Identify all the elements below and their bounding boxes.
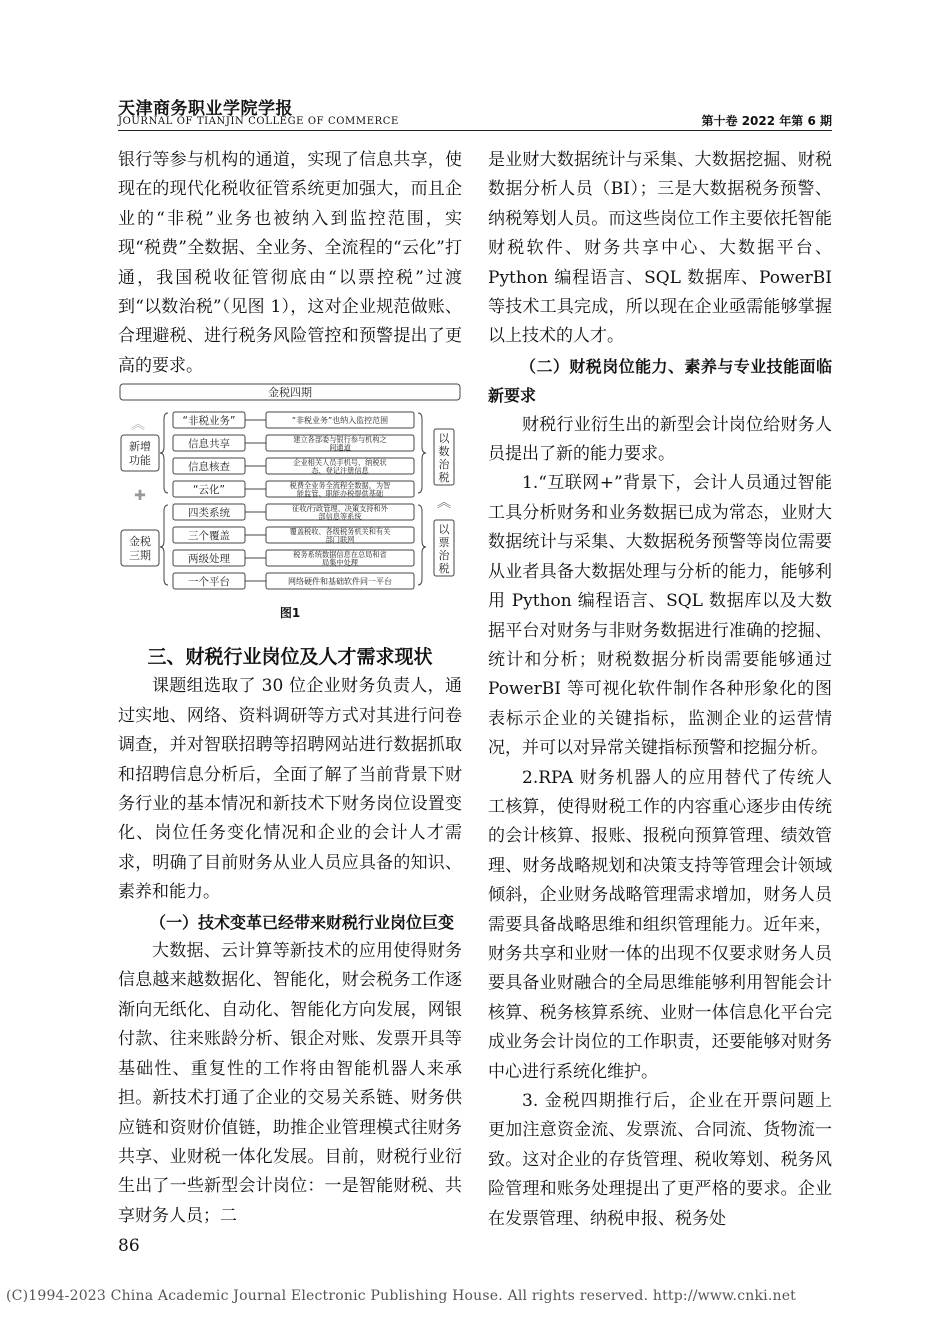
sub1-paragraph: 大数据、云计算等新技术的应用使得财务信息越来越数据化、智能化，财会税务工作逐渐向无纸化、自动化、智能化方向发展，网银付款、往来账龄分析、银企对账、发票开具等基础性、重复性的工作将由智能机器人来承担。新技术打通了企业的交易关系链、财务供应链和资财价值链，助推企业管理模式往财务共享、业财税一体化发展。目前，财税行业衍生出了一些新型会计岗位：一是智能财税、共享财务人员；二 [118, 941, 462, 1226]
fig-left-group-1-line1: 新增 [129, 440, 151, 453]
fig-left-brace-2 [160, 505, 168, 585]
svg-text:税: 税 [438, 471, 450, 484]
svg-text:治: 治 [438, 549, 450, 562]
fig-row-6 [173, 527, 414, 544]
subheading-1: （一）技术变革已经带来财税行业岗位巨变 [150, 912, 455, 932]
section-heading: 三、财税行业岗位及人才需求现状 [147, 646, 433, 668]
fig-top-label: 金税四期 [268, 386, 312, 399]
journal-title-en: JOURNAL OF TIANJIN COLLEGE OF COMMERCE [118, 116, 399, 127]
fig-left-group-2-line2: 三期 [129, 549, 151, 562]
svg-text:一个平台: 一个平台 [188, 576, 230, 588]
svg-text:以: 以 [438, 523, 450, 536]
section-paragraph: 课题组选取了 30 位企业财务负责人，通过实地、网络、资料调研等方式对其进行问卷调查，并对智联招聘等招聘网站进行数据抓取和招聘信息分析后，全面了解了当前背景下财务行业的基本情况和新技术下财务岗位设置变化、岗位任务变化情况和企业的会计人才需求，明确了目前财务从业人员应具备的知识、素养和能力。 [118, 676, 462, 903]
fig-rows [173, 412, 414, 589]
figure-caption: 图1 [279, 606, 301, 620]
svg-text:数: 数 [438, 445, 450, 458]
svg-text:治: 治 [438, 458, 450, 471]
figure-1-diagram [118, 383, 462, 593]
svg-text:票: 票 [438, 536, 450, 549]
header-rule [118, 130, 832, 131]
right-column [488, 146, 832, 1234]
svg-text:企业相关人员手机号、纳税状: 企业相关人员手机号、纳税状 [293, 458, 387, 467]
svg-text:网络硬件和基础软件同一平台: 网络硬件和基础软件同一平台 [288, 577, 392, 586]
svg-text:以: 以 [438, 432, 450, 445]
fig-right-brace-1 [418, 413, 426, 493]
svg-text:局集中处理: 局集中处理 [322, 558, 358, 567]
svg-text:信息核查: 信息核查 [188, 461, 230, 473]
svg-text:态、登记注册信息: 态、登记注册信息 [311, 466, 369, 475]
svg-text:能监管、职能办税提供基础: 能监管、职能办税提供基础 [296, 489, 384, 498]
chevron-up-icon: ︽ [131, 417, 145, 433]
journal-title-cn: 天津商务职业学院学报 [118, 99, 293, 119]
left-column-bottom [118, 643, 462, 1231]
svg-text:覆盖税收、各级税务机关和有关: 覆盖税收、各级税务机关和有关 [289, 527, 391, 536]
fig-row-7 [173, 550, 414, 567]
svg-text:建立各部委与银行参与机构之: 建立各部委与银行参与机构之 [293, 435, 387, 444]
double-chevron-up-icon: ︽ [437, 495, 451, 511]
fig-row-2 [173, 435, 414, 452]
fig-left-group-1-line2: 功能 [129, 454, 151, 467]
fig-left-brace-1 [160, 413, 168, 493]
fig-row-4 [173, 481, 414, 498]
svg-text:“云化”: “云化” [193, 484, 225, 496]
svg-text:部门联网: 部门联网 [325, 535, 355, 544]
svg-text:税: 税 [438, 562, 450, 575]
copyright-footer: (C)1994-2023 China Academic Journal Electronic Publishing House. All rights reserved. http://www.cnki.net [6, 1288, 797, 1304]
left-column-top [118, 146, 462, 381]
page-number: 86 [118, 1236, 140, 1256]
plus-icon: ✚ [134, 488, 146, 504]
fig-row-3 [173, 458, 414, 475]
fig-row-5 [173, 504, 414, 521]
intro-paragraph: 银行等参与机构的通道，实现了信息共享，使现在的现代化税收征管系统更加强大，而且企业的“非税”业务也被纳入到监控范围，实现“税费”全数据、全业务、全流程的“云化”打通，我国税收征管彻底由“以票控税”过渡到“以数治税”（见图 1），这对企业规范做账、合理避税、进行税务风险管控和预警提出了更高的要求。 [118, 150, 462, 376]
subheading-2: （二）财税岗位能力、素养与专业技能面临新要求 [488, 356, 832, 406]
fig-row-8 [173, 573, 414, 589]
svg-text:信息共享: 信息共享 [188, 438, 230, 450]
svg-text:间通道: 间通道 [329, 443, 351, 452]
point-1: 1.“互联网+”背景下，会计人员通过智能工具分析财务和业务数据已成为常态，业财大数据统计与采集、大数据税务预警等岗位需要从业者具备大数据处理与分析的能力，能够利用 Python 编程语言、SQL 数据库以及大数据平台对财务与非财务数据进行准确的挖掘、统计和分析；财税数据分析岗需要能够通过 PowerBI 等可视化软件制作各种形象化的图表标示企业的关键指标，监测企业的运营情况，并可以对异常关键指标预警和挖掘分析。 [488, 473, 832, 759]
svg-text:“非税业务”: “非税业务” [182, 415, 236, 427]
svg-text:部信息等系统: 部信息等系统 [318, 512, 362, 521]
issue-info: 第十卷 2022 年第 6 期 [701, 114, 832, 128]
fig-right-brace-2 [418, 505, 426, 585]
sub2-intro: 财税行业衍生出的新型会计岗位给财务人员提出了新的能力要求。 [488, 414, 832, 465]
svg-text:三个覆盖: 三个覆盖 [188, 530, 230, 542]
svg-text:征收/行政管理、决策支持和外: 征收/行政管理、决策支持和外 [292, 504, 388, 513]
svg-text:两级处理: 两级处理 [188, 553, 230, 565]
svg-text:“非税业务”也纳入监控范围: “非税业务”也纳入监控范围 [291, 416, 389, 425]
fig-row-1 [173, 412, 414, 428]
svg-text:税费全业务全流程全数据，为智: 税费全业务全流程全数据，为智 [289, 481, 391, 490]
point-2: 2.RPA 财务机器人的应用替代了传统人工核算，使得财税工作的内容重心逐步由传统的会计核算、报账、报税向预算管理、绩效管理、财务战略规划和决策支持等管理会计领域倾斜，企业财务战略管理需求增加，财务人员需要具备战略思维和组织管理能力。近年来，财务共享和业财一体的出现不仅要求财务人员要具备业财融合的全局思维能够利用智能会计核算、税务核算系统、业财一体信息化平台完成业务会计岗位的工作职责，还要能够对财务中心进行系统化维护。 [488, 767, 832, 1082]
point-3: 3. 金税四期推行后，企业在开票问题上更加注意资金流、发票流、合同流、货物流一致。这对企业的存货管理、税收筹划、税务风险管理和账务处理提出了更严格的要求。企业在发票管理、纳税申报、税务处 [488, 1091, 832, 1229]
fig-left-group-2-line1: 金税 [129, 535, 151, 548]
continuation-paragraph: 是业财大数据统计与采集、大数据挖掘、财税数据分析人员（BI）；三是大数据税务预警、纳税筹划人员。而这些岗位工作主要依托智能财税软件、财务共享中心、大数据平台、Python 编程语言、SQL 数据库、PowerBI 等技术工具完成，所以现在企业亟需能够掌握以上技术的人才。 [488, 150, 832, 347]
svg-text:四类系统: 四类系统 [188, 507, 230, 519]
figure-1 [118, 383, 462, 593]
svg-text:税务系统数据信息在总局和省: 税务系统数据信息在总局和省 [293, 550, 387, 559]
